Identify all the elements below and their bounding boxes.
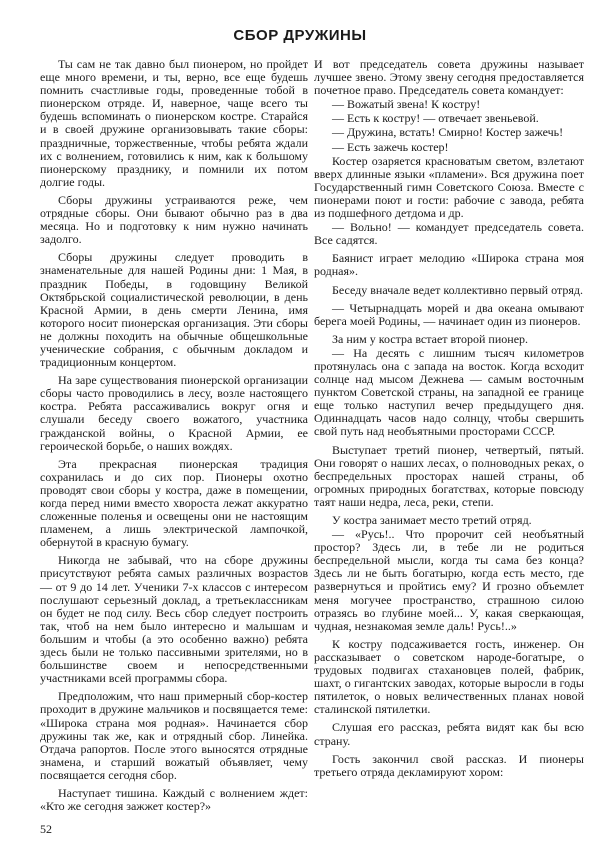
paragraph: И вот председатель совета дружины называет лучшее звено. Этому звену сегодня предоставляется почетное право. Председатель совета командует:	[314, 57, 584, 98]
dialogue-line: — Есть зажечь костер!	[332, 139, 449, 154]
paragraph: Беседу вначале ведет коллективно первый отряд.	[332, 282, 583, 297]
paragraph: Ты сам не так давно был пионером, но пройдет еще много времени, и ты, верно, все еще будешь помнить счастливые годы, проведенные тобой в пионерском отряде. И, наверное, чаще всего ты будешь вспоминать о пионерском костре. Старайся и в своей дружине организовывать такие сборы: праздничные, торжественные, чтобы ребята ждали их с волнением, готовились к ним, как к большому пионерскому празднику, и помнили их потом долгие годы.	[40, 57, 308, 189]
article-title: СБОР ДРУЖИНЫ	[233, 27, 367, 44]
paragraph: Эта прекрасная пионерская традиция сохранилась и до сих пор. Пионеры охотно проводят свои сборы у костра, даже в помещении, когда перед ними вместо хвороста лежат аккуратно сложенные поленья и освещены они не настоящим пламенем, а лишь электрической лампочкой, обернутой в красную бумагу.	[40, 456, 308, 550]
right-column	[314, 58, 584, 784]
dialogue-line: — Вольно! — командует председатель совета. Все садятся.	[314, 220, 584, 248]
paragraph: Предположим, что наш примерный сбор-костер проходит в дружине мальчиков и посвящается теме: «Широка страна моя родная». Начинается сбор дружины так же, как и отрядный сбор. Линейка. Отдача рапортов. После этого выносятся отрядные знамена, и старший вожатый объявляет, чему посвящается сегодня сбор.	[40, 689, 308, 782]
paragraph: Слушая его рассказ, ребята видят как бы всю страну.	[314, 720, 584, 748]
paragraph: Баянист играет мелодию «Широка страна моя родная».	[314, 251, 584, 279]
paragraph: Сборы дружины устраиваются реже, чем отрядные сборы. Они бывают обычно раз в два месяца. Но и подготовку к ним нужно начинать задолго.	[40, 192, 308, 247]
page-number: 52	[40, 822, 52, 836]
left-column	[40, 58, 308, 818]
paragraph: Костер озаряется красноватым светом, взлетают вверх длинные языки «пламени». Вся дружина поет Государственный гимн Советского Союза. Вместе с пионерами поют и гости: рабочие с завода, ребята из подшефного детдома и др.	[314, 153, 584, 221]
dialogue-line: — На десять с лишним тысяч километров протянулась она с запада на восток. Когда всходит солнце над мысом Дежнева — самым восточным пунктом Советской страны, на западной ее границе еще только наступил вечер предыдущего дня. Одиннадцать часов надо солнцу, чтобы свершить свой путь над необъятными просторами СССР.	[314, 345, 584, 439]
dialogue-line: — Вожатый звена! К костру!	[332, 97, 481, 112]
dialogue-line: — Четырнадцать морей и два океана омывают берега моей Родины, — начинает один из пионеров.	[314, 300, 584, 328]
quote: — «Русь!.. Что пророчит сей необъятный простор? Здесь ли, в тебе ли не родиться беспредельной мысли, когда ты сама без конца? Здесь ли не быть богатырю, когда есть место, где развернуться и пройтись ему? И грозно объемлет меня могучее пространство, страшною силою отразясь во глубине моей... У, какая сверкающая, чудная, незнакомая земле даль! Русь!..»	[314, 527, 584, 633]
dialogue-line: — Дружина, встать! Смирно! Костер зажечь!	[332, 125, 564, 140]
paragraph: За ним у костра встает второй пионер.	[332, 331, 529, 346]
paragraph: Сборы дружины следует проводить в знаменательные для нашей Родины дни: 1 Мая, в праздник Победы, в годовщину Великой Октябрьской социалистической революции, в день Красной Армии, в день смерти Ленина, имя которого носит пионерская организация. Эти сборы не должны походить на обычные общешкольные ученические собрания, с обычным докладом и традиционным концертом.	[40, 250, 308, 370]
paragraph: На заре существования пионерской организации сборы часто проводились в лесу, возле настоящего костра. Ребята рассаживались вокруг огня и слушали беседу своего вожатого, участника гражданской войны, о Красной Армии, ее героической борьбе, о наших вождях.	[40, 373, 308, 453]
paragraph: Никогда не забывай, что на сборе дружины присутствуют ребята самых различных возрастов — от 9 до 14 лет. Ученики 7-х классов с интересом послушают серьезный доклад, а третьеклассникам он будет не под силу. Весь сбор следует построить так, чтоб на нем было интересно и малышам и большим и чтобы (а это особенно важно) ребята здесь были не только пассивными зрителями, но в большинстве своем и непосредственными участниками всей программы сбора.	[40, 553, 308, 686]
paragraph: У костра занимает место третий отряд.	[332, 513, 532, 527]
paragraph: Наступает тишина. Каждый с волнением ждет: «Кто же сегодня зажжет костер?»	[40, 785, 308, 814]
paragraph: К костру подсаживается гость, инженер. Он рассказывает о советском народе-богатыре, о трудовых подвигах стахановцев полей, фабрик, шахт, о гигантских заводах, которые выросли в годы пятилеток, о новых величественных планах новой сталинской пятилетки.	[314, 636, 584, 717]
paragraph: Выступает третий пионер, четвертый, пятый. Они говорят о наших лесах, о полноводных реках, о беспредельных просторах нашей страны, об огромных природных богатствах, которые повсюду таят наши недра, леса, реки, степи.	[314, 442, 584, 509]
paragraph: Гость закончил свой рассказ. И пионеры третьего отряда декламируют хором:	[314, 751, 584, 779]
dialogue-line: — Есть к костру! — отвечает звеньевой.	[332, 111, 539, 126]
